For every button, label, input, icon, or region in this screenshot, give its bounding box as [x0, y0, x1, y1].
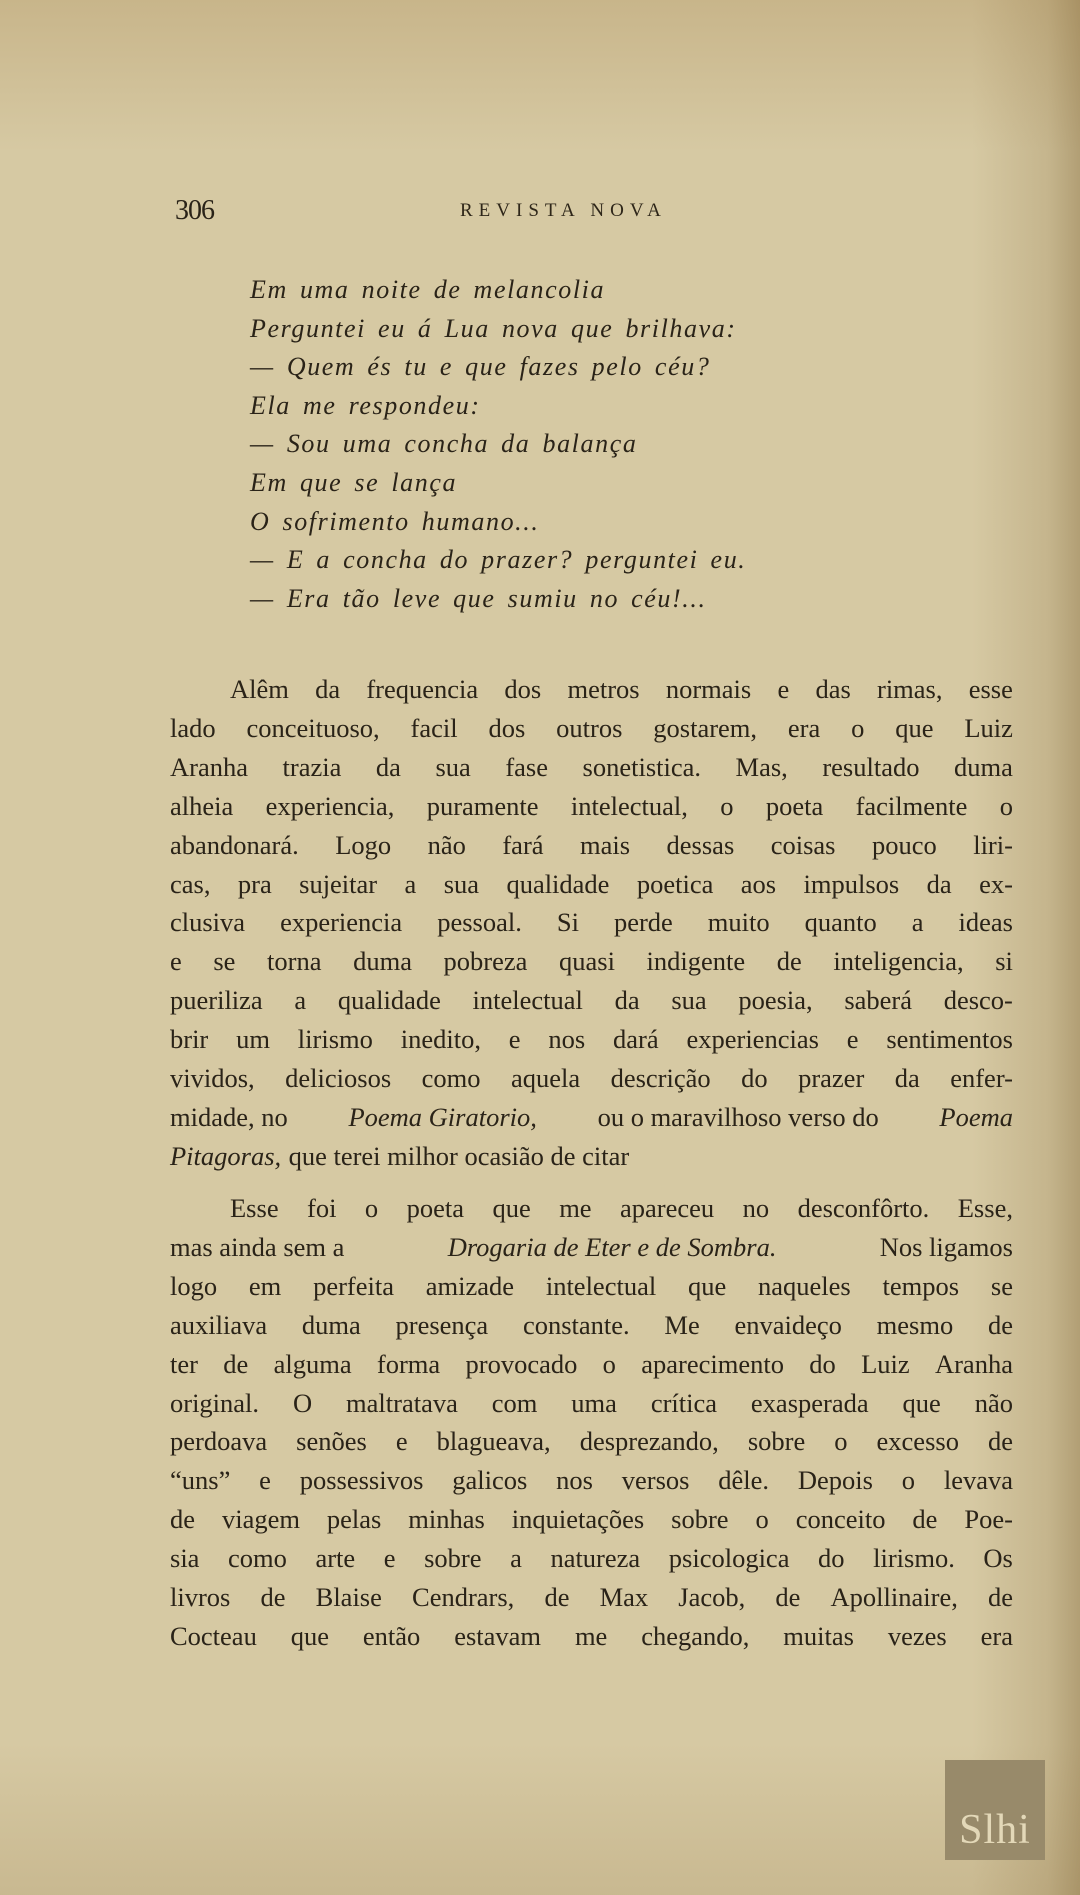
word: o — [720, 790, 734, 821]
word: uma — [571, 1387, 617, 1418]
text-segment: mas ainda sem a — [170, 1231, 345, 1262]
text-line — [170, 1345, 1013, 1384]
word: brir — [170, 1024, 209, 1055]
word: o — [364, 1193, 379, 1223]
word: poeta — [406, 1193, 465, 1223]
word: então — [362, 1620, 421, 1651]
word: Mas, — [735, 751, 788, 782]
word: Alêm — [230, 674, 289, 704]
text-line — [170, 1578, 1013, 1617]
word: auxiliava — [170, 1309, 268, 1340]
word: liri- — [973, 829, 1013, 860]
word: conceito — [795, 1504, 886, 1535]
word: Esse, — [957, 1193, 1013, 1223]
word: esse — [968, 674, 1013, 704]
word: ideas — [958, 907, 1013, 938]
word: que — [290, 1620, 329, 1651]
poem-line: Perguntei eu á Lua nova que brilhava: — [250, 313, 737, 343]
word: envaideço — [734, 1309, 842, 1340]
word: e — [395, 1426, 408, 1457]
word: e — [259, 1465, 271, 1496]
word: amizade — [425, 1270, 515, 1301]
word: o — [602, 1348, 616, 1379]
word: impulsos — [803, 868, 900, 899]
book-title-poema: Poema — [939, 1101, 1013, 1132]
poem — [250, 271, 890, 618]
word: de — [223, 1348, 249, 1379]
word: de — [987, 1426, 1013, 1457]
word: apareceu — [620, 1193, 715, 1223]
word: de — [987, 1582, 1013, 1613]
word: prazer — [798, 1063, 865, 1094]
word: sentimentos — [886, 1024, 1013, 1055]
word: desco- — [943, 985, 1013, 1016]
word: blagueava, — [436, 1426, 551, 1457]
word: tempos — [882, 1270, 960, 1301]
word: gostarem, — [653, 712, 758, 743]
word: alguma — [273, 1348, 352, 1379]
word: era — [980, 1620, 1013, 1651]
word: rimas, — [877, 674, 943, 704]
word: inteligencia, — [833, 946, 964, 977]
word: muito — [707, 907, 770, 938]
word: no — [742, 1193, 770, 1223]
text-line — [170, 1267, 1013, 1306]
word: Luiz — [861, 1348, 910, 1379]
word: vividos, — [170, 1063, 255, 1094]
word: duma — [301, 1309, 361, 1340]
word: lirismo — [297, 1024, 373, 1055]
word: dará — [613, 1024, 659, 1055]
text-line — [170, 1306, 1013, 1345]
word: a — [294, 985, 307, 1016]
word: do — [809, 1348, 836, 1379]
text-line — [170, 942, 1013, 981]
word: das — [815, 674, 851, 704]
word: Cendrars, — [412, 1582, 515, 1613]
word: excesso — [876, 1426, 959, 1457]
word: duma — [353, 946, 412, 977]
word: sujeitar — [299, 868, 378, 899]
word: se — [213, 946, 236, 977]
word: inquietações — [511, 1504, 645, 1535]
word: saberá — [844, 985, 913, 1016]
word: o — [755, 1504, 769, 1535]
word: da — [315, 674, 341, 704]
word: naqueles — [758, 1270, 851, 1301]
text-line — [170, 903, 1013, 942]
word: sobre — [747, 1426, 806, 1457]
word: sua — [443, 868, 480, 899]
word: arte — [315, 1543, 356, 1574]
word: de — [987, 1309, 1013, 1340]
word: exasperada — [750, 1387, 869, 1418]
word: dessas — [666, 829, 735, 860]
word: pouco — [871, 829, 937, 860]
word: que — [687, 1270, 727, 1301]
word: si — [995, 946, 1013, 977]
text-segment: Nos ligamos — [879, 1231, 1013, 1262]
word: puramente — [426, 790, 539, 821]
word: sonetistica. — [582, 751, 702, 782]
word: mais — [580, 829, 631, 860]
word: sua — [671, 985, 707, 1016]
text-segment: ou o maravilhoso verso do — [597, 1101, 879, 1132]
word: sua — [435, 751, 471, 782]
word: experiencias — [686, 1024, 819, 1055]
word: da — [375, 751, 401, 782]
word: o — [834, 1426, 848, 1457]
word: clusiva — [170, 907, 246, 938]
word: maltratava — [346, 1387, 458, 1418]
word: cas, — [170, 868, 211, 899]
word: aquela — [510, 1063, 581, 1094]
text-line — [170, 865, 1013, 904]
word: perdoava — [170, 1426, 268, 1457]
word: lirismo. — [873, 1543, 955, 1574]
word: intelectual — [472, 985, 583, 1016]
word: presença — [395, 1309, 489, 1340]
word: de — [776, 946, 802, 977]
word: chegando, — [641, 1620, 750, 1651]
word: logo — [170, 1270, 218, 1301]
word: Apollinaire, — [830, 1582, 958, 1613]
word: minhas — [408, 1504, 485, 1535]
word: de — [544, 1582, 570, 1613]
word: sia — [170, 1543, 200, 1574]
word: da — [614, 985, 640, 1016]
word: o — [901, 1465, 916, 1496]
word: viagem — [221, 1504, 300, 1535]
word: a — [510, 1543, 522, 1574]
word: estavam — [454, 1620, 542, 1651]
word: pobreza — [443, 946, 528, 977]
word: provocado — [465, 1348, 578, 1379]
word: lado — [170, 712, 216, 743]
book-title-poema-giratorio: Poema Giratorio, — [348, 1101, 537, 1132]
poem-line: — Era tão leve que sumiu no céu!... — [250, 583, 707, 613]
word: nos — [556, 1465, 593, 1496]
word: e — [170, 946, 182, 977]
word: da — [926, 868, 952, 899]
poem-line: — E a concha do prazer? perguntei eu. — [250, 545, 747, 575]
word: descrição — [610, 1063, 711, 1094]
word: o — [999, 790, 1013, 821]
text-line — [170, 748, 1013, 787]
word: pueriliza — [170, 985, 263, 1016]
word: metros — [567, 674, 640, 704]
text-line — [170, 670, 1013, 709]
text-line — [170, 1539, 1013, 1578]
word: de — [775, 1582, 801, 1613]
text-line — [170, 1422, 1013, 1461]
word: Poe- — [964, 1504, 1013, 1535]
word: se — [990, 1270, 1013, 1301]
word: pelas — [326, 1504, 382, 1535]
word: e — [383, 1543, 396, 1574]
word: Max — [599, 1582, 649, 1613]
paragraph-2 — [170, 1189, 1013, 1656]
word: Me — [664, 1309, 700, 1340]
word: coisas — [770, 829, 836, 860]
word: duma — [954, 751, 1013, 782]
text-line — [170, 1098, 1013, 1137]
word: frequencia — [366, 674, 479, 704]
word: “uns” — [170, 1465, 231, 1496]
word: dos — [488, 712, 526, 743]
word: Os — [983, 1543, 1013, 1574]
word: do — [741, 1063, 768, 1094]
word: enfer- — [950, 1063, 1013, 1094]
word: versos — [621, 1465, 690, 1496]
text-line — [170, 1059, 1013, 1098]
word: dêle. — [718, 1465, 770, 1496]
watermark-text: Slhi — [959, 1807, 1031, 1853]
word: pra — [237, 868, 272, 899]
word: O — [292, 1387, 313, 1418]
word: livros — [170, 1582, 231, 1613]
word: e — [508, 1024, 521, 1055]
poem-line: Em que se lança — [250, 467, 458, 497]
word: facil — [410, 712, 458, 743]
word: era — [787, 712, 821, 743]
book-title-drogaria: Drogaria de Eter e de Sombra. — [447, 1231, 777, 1262]
word: original. — [170, 1387, 260, 1418]
word: pessoal. — [437, 907, 522, 938]
word: normais — [665, 674, 752, 704]
text-line — [170, 1189, 1013, 1228]
word: trazia — [282, 751, 342, 782]
text-segment: midade, no — [170, 1101, 288, 1132]
word: como — [228, 1543, 287, 1574]
word: experiencia, — [265, 790, 395, 821]
poem-line: Ela me respondeu: — [250, 390, 481, 420]
word: mesmo — [876, 1309, 954, 1340]
word: de — [912, 1504, 938, 1535]
word: facilmente — [855, 790, 968, 821]
word: como — [421, 1063, 481, 1094]
text-line — [170, 826, 1013, 865]
word: nos — [548, 1024, 586, 1055]
word: o — [851, 712, 865, 743]
watermark-logo — [945, 1760, 1045, 1860]
word: crítica — [650, 1387, 718, 1418]
word: Aranha — [934, 1348, 1013, 1379]
word: qualidade — [506, 868, 610, 899]
word: vezes — [887, 1620, 947, 1651]
word: resultado — [822, 751, 920, 782]
text-line — [170, 981, 1013, 1020]
word: quasi — [559, 946, 615, 977]
word: Logo — [335, 829, 392, 860]
word: qualidade — [337, 985, 441, 1016]
word: senões — [296, 1426, 367, 1457]
word: indigente — [646, 946, 746, 977]
text-line — [170, 1384, 1013, 1423]
word: e — [846, 1024, 859, 1055]
word: e — [777, 674, 790, 704]
word: psicologica — [668, 1543, 790, 1574]
word: Depois — [797, 1465, 873, 1496]
word: conceituoso, — [246, 712, 380, 743]
word: intelectual, — [570, 790, 688, 821]
word: desconfôrto. — [797, 1193, 930, 1223]
word: poesia, — [738, 985, 813, 1016]
word: experiencia — [280, 907, 403, 938]
poem-line: — Sou uma concha da balança — [250, 429, 638, 459]
word: forma — [376, 1348, 441, 1379]
word: torna — [267, 946, 322, 977]
word: que — [895, 712, 934, 743]
word: Si — [556, 907, 579, 938]
word: Aranha — [170, 751, 248, 782]
page-number: 306 — [175, 195, 214, 226]
word: dos — [504, 674, 542, 704]
word: do — [818, 1543, 845, 1574]
word: me — [559, 1193, 592, 1223]
word: de — [170, 1504, 196, 1535]
poem-line: — Quem és tu e que fazes pelo céu? — [250, 352, 711, 382]
word: Esse — [230, 1193, 279, 1223]
word: ter — [170, 1348, 198, 1379]
text-line — [170, 1617, 1013, 1656]
poem-line: Em uma noite de melancolia — [250, 275, 606, 304]
book-title-pitagoras: Pitagoras, — [170, 1140, 282, 1171]
word: poeta — [765, 790, 824, 821]
word: quanto — [804, 907, 877, 938]
word: perde — [613, 907, 673, 938]
word: ex- — [979, 868, 1013, 899]
word: aparecimento — [641, 1348, 784, 1379]
text-line — [170, 787, 1013, 826]
word: um — [236, 1024, 270, 1055]
running-title: REVISTA NOVA — [460, 200, 667, 221]
word: possessivos — [299, 1465, 424, 1496]
word: me — [574, 1620, 608, 1651]
word: intelectual — [545, 1270, 657, 1301]
word: inedito, — [400, 1024, 481, 1055]
word: sobre — [671, 1504, 729, 1535]
word: galicos — [452, 1465, 528, 1496]
word: Luiz — [964, 712, 1013, 743]
word: em — [248, 1270, 282, 1301]
word: deliciosos — [285, 1063, 392, 1094]
word: foi — [307, 1193, 337, 1223]
word: Blaise — [315, 1582, 382, 1613]
word: com — [491, 1387, 538, 1418]
word: Cocteau — [170, 1620, 257, 1651]
word: levava — [943, 1465, 1013, 1496]
word: não — [974, 1387, 1013, 1418]
word: fará — [502, 829, 544, 860]
text-line — [170, 1461, 1013, 1500]
paragraph-1 — [170, 670, 1013, 1176]
word: muitas — [783, 1620, 854, 1651]
word: desprezando, — [579, 1426, 719, 1457]
word: que — [492, 1193, 531, 1223]
word: da — [894, 1063, 920, 1094]
word: de — [260, 1582, 286, 1613]
word: a — [404, 868, 417, 899]
poem-line: O sofrimento humano... — [250, 506, 540, 536]
text-line — [170, 1137, 1013, 1176]
text-line — [170, 1020, 1013, 1059]
word: aos — [740, 868, 777, 899]
word: alheia — [170, 790, 234, 821]
word: Jacob, — [678, 1582, 746, 1613]
word: abandonará. — [170, 829, 299, 860]
word: natureza — [550, 1543, 641, 1574]
word: a — [911, 907, 924, 938]
word: perfeita — [313, 1270, 394, 1301]
word: não — [427, 829, 466, 860]
word: que — [902, 1387, 941, 1418]
word: sobre — [424, 1543, 482, 1574]
word: constante. — [522, 1309, 630, 1340]
word: poetica — [636, 868, 714, 899]
text-segment: que terei milhor ocasião de citar — [288, 1140, 630, 1171]
text-line — [170, 1500, 1013, 1539]
text-line — [170, 1228, 1013, 1267]
word: outros — [556, 712, 623, 743]
text-line — [170, 709, 1013, 748]
word: fase — [505, 751, 548, 782]
